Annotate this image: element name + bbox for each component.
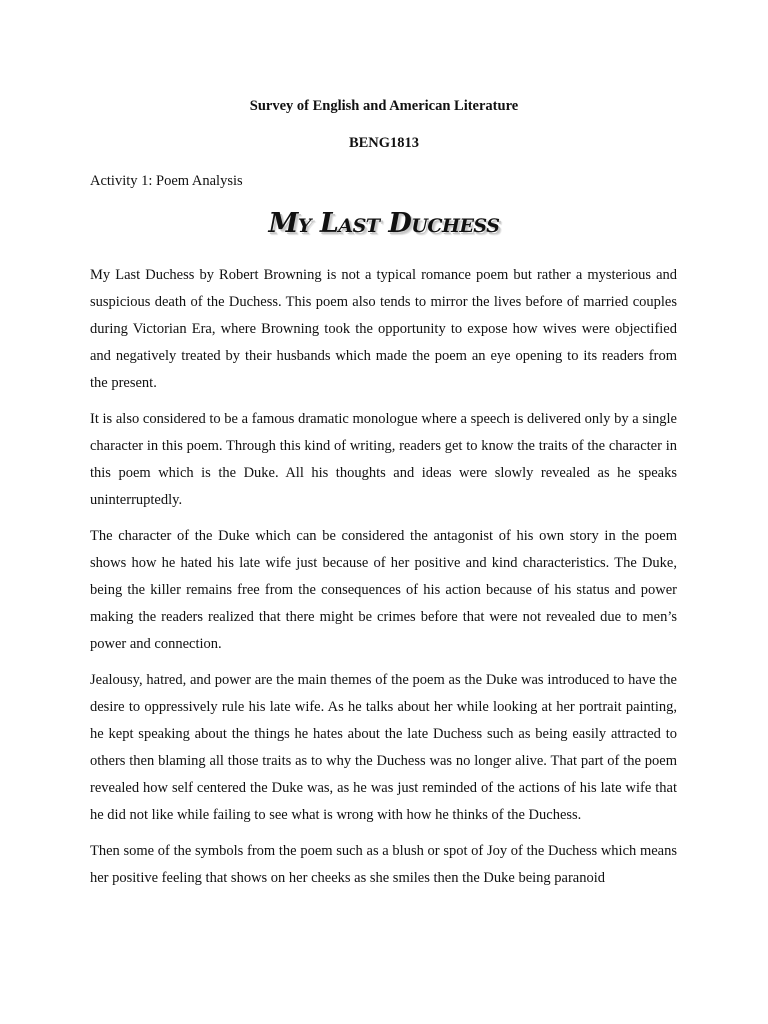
paragraph-5: Then some of the symbols from the poem such as a blush or spot of Joy of the Duchess which means her positive feeling that shows on her cheeks as she smiles then the Duke being paranoid: [90, 843, 677, 886]
poem-title: My Last Duchess: [268, 208, 500, 239]
paragraph-3: The character of the Duke which can be considered the antagonist of his own story in the poem shows how he hated his late wife just because of her positive and kind characteristics. The Duke, being the killer remains free from the consequences of his action because of his status and power making the readers realized that there might be crimes before that were not revealed due to men’s power and connection.: [90, 528, 677, 652]
essay-body: [90, 262, 677, 901]
activity-label: Activity 1: Poem Analysis: [90, 173, 243, 189]
paragraph-2: It is also considered to be a famous dramatic monologue where a speech is delivered only by a single character in this poem. Through this kind of writing, readers get to know the traits of the character in this poem which is the Duke. All his thoughts and ideas were slowly revealed as he speaks uninterruptedly.: [90, 411, 677, 508]
course-code: BENG1813: [348, 135, 420, 151]
paragraph-1: My Last Duchess by Robert Browning is not a typical romance poem but rather a mysterious and suspicious death of the Duchess. This poem also tends to mirror the lives before of married couples during Victorian Era, where Browning took the opportunity to expose how wives were objectified and negatively treated by their husbands which made the poem an eye opening to its readers from the present.: [90, 267, 677, 391]
paragraph-4: Jealousy, hatred, and power are the main themes of the poem as the Duke was introduced to have the desire to oppressively rule his late wife. As he talks about her while looking at her portrait painting, he kept speaking about the things he hates about the late Duchess such as being easily attracted to others then blaming all those traits as to why the Duchess was no longer alive. That part of the poem revealed how self centered the Duke was, as he was just reminded of the actions of his late wife that he did not like while failing to see what is wrong with how he thinks of the Duchess.: [90, 672, 677, 823]
course-title: Survey of English and American Literature: [249, 98, 519, 114]
